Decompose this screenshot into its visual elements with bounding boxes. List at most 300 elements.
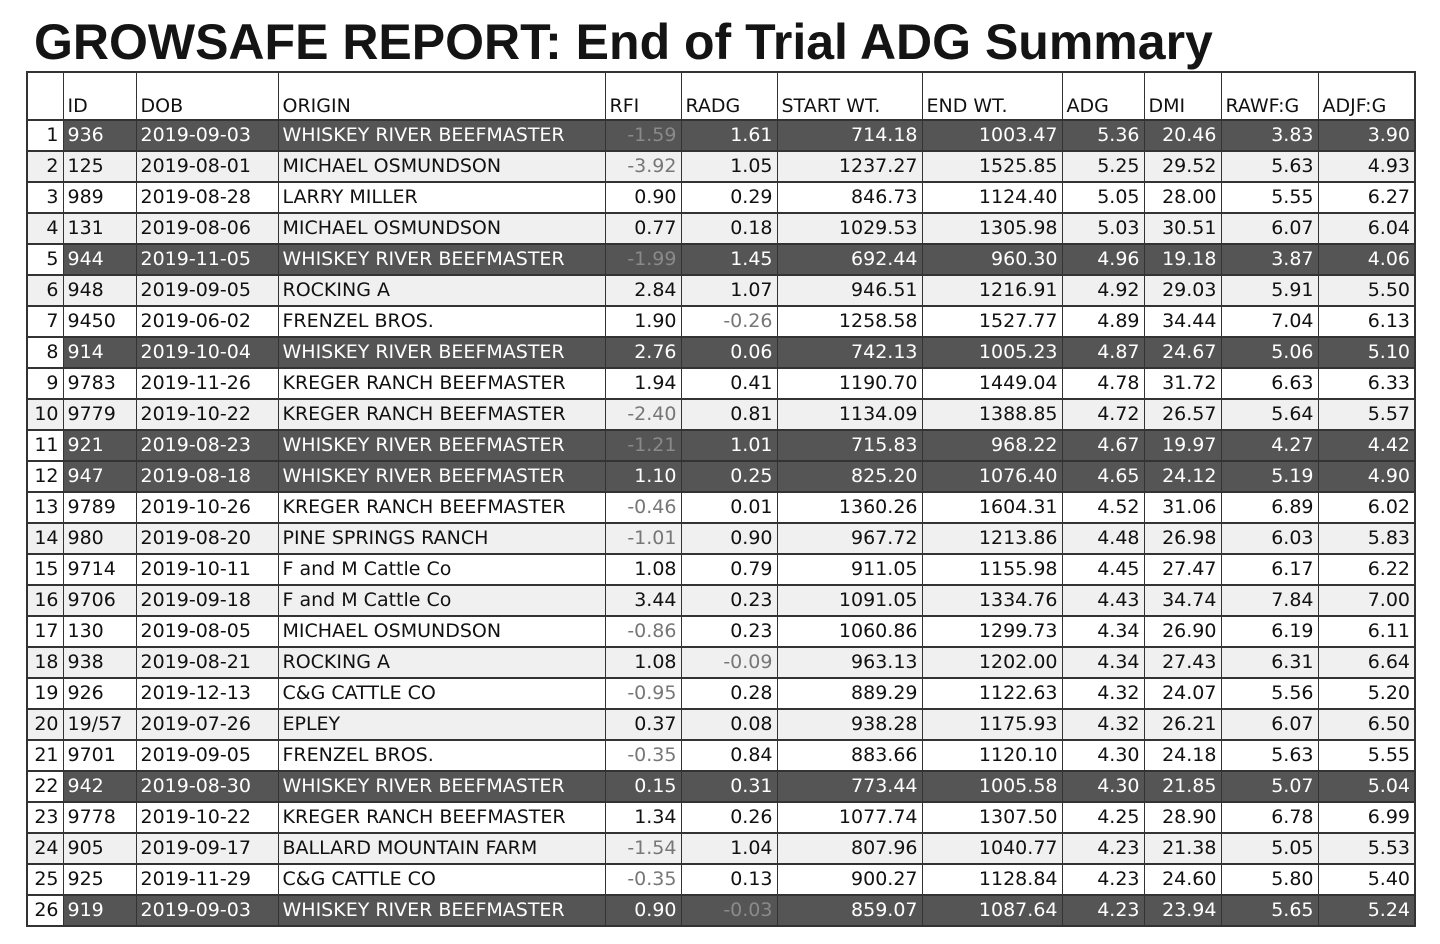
rfi-cell: 0.37 bbox=[605, 709, 681, 740]
start-wt-cell: 946.51 bbox=[777, 275, 922, 306]
table-row bbox=[27, 647, 1415, 678]
dob-cell: 2019-08-06 bbox=[136, 213, 278, 244]
id-cell: 921 bbox=[63, 430, 136, 461]
dmi-cell: 29.03 bbox=[1144, 275, 1221, 306]
radg-cell: 1.45 bbox=[681, 244, 777, 275]
column-header-end-wt: END WT. bbox=[922, 72, 1062, 120]
start-wt-cell: 1091.05 bbox=[777, 585, 922, 616]
table-row bbox=[27, 616, 1415, 647]
origin-cell: C&G CATTLE CO bbox=[278, 678, 605, 709]
adg-cell: 4.32 bbox=[1062, 678, 1144, 709]
adg-cell: 5.05 bbox=[1062, 182, 1144, 213]
adjfg-cell: 4.06 bbox=[1318, 244, 1415, 275]
end-wt-cell: 1122.63 bbox=[922, 678, 1062, 709]
dob-cell: 2019-09-18 bbox=[136, 585, 278, 616]
adjfg-cell: 5.20 bbox=[1318, 678, 1415, 709]
end-wt-cell: 1449.04 bbox=[922, 368, 1062, 399]
rawfg-cell: 5.06 bbox=[1221, 337, 1318, 368]
table-row bbox=[27, 492, 1415, 523]
origin-cell: C&G CATTLE CO bbox=[278, 864, 605, 895]
origin-cell: ROCKING A bbox=[278, 647, 605, 678]
adjfg-cell: 6.50 bbox=[1318, 709, 1415, 740]
dob-cell: 2019-08-18 bbox=[136, 461, 278, 492]
start-wt-cell: 967.72 bbox=[777, 523, 922, 554]
dmi-cell: 19.97 bbox=[1144, 430, 1221, 461]
id-cell: 9714 bbox=[63, 554, 136, 585]
table-row bbox=[27, 182, 1415, 213]
dmi-cell: 23.94 bbox=[1144, 895, 1221, 926]
adjfg-cell: 7.00 bbox=[1318, 585, 1415, 616]
column-header-id: ID bbox=[63, 72, 136, 120]
end-wt-cell: 1525.85 bbox=[922, 151, 1062, 182]
table-row bbox=[27, 802, 1415, 833]
radg-cell: 0.28 bbox=[681, 678, 777, 709]
start-wt-cell: 1134.09 bbox=[777, 399, 922, 430]
table-row bbox=[27, 399, 1415, 430]
adjfg-cell: 5.57 bbox=[1318, 399, 1415, 430]
start-wt-cell: 1029.53 bbox=[777, 213, 922, 244]
rawfg-cell: 5.56 bbox=[1221, 678, 1318, 709]
rank-cell: 3 bbox=[27, 182, 63, 213]
radg-cell: 1.04 bbox=[681, 833, 777, 864]
dob-cell: 2019-11-05 bbox=[136, 244, 278, 275]
dob-cell: 2019-08-23 bbox=[136, 430, 278, 461]
end-wt-cell: 1076.40 bbox=[922, 461, 1062, 492]
adjfg-cell: 5.55 bbox=[1318, 740, 1415, 771]
start-wt-cell: 846.73 bbox=[777, 182, 922, 213]
dob-cell: 2019-10-22 bbox=[136, 802, 278, 833]
end-wt-cell: 1334.76 bbox=[922, 585, 1062, 616]
origin-cell: MICHAEL OSMUNDSON bbox=[278, 151, 605, 182]
adg-cell: 4.52 bbox=[1062, 492, 1144, 523]
adjfg-cell: 4.93 bbox=[1318, 151, 1415, 182]
adjfg-cell: 5.53 bbox=[1318, 833, 1415, 864]
radg-cell: 0.81 bbox=[681, 399, 777, 430]
dob-cell: 2019-09-05 bbox=[136, 275, 278, 306]
adg-cell: 4.43 bbox=[1062, 585, 1144, 616]
column-header-dob: DOB bbox=[136, 72, 278, 120]
dmi-cell: 24.07 bbox=[1144, 678, 1221, 709]
dob-cell: 2019-07-26 bbox=[136, 709, 278, 740]
origin-cell: KREGER RANCH BEEFMASTER bbox=[278, 368, 605, 399]
origin-cell: EPLEY bbox=[278, 709, 605, 740]
dmi-cell: 31.06 bbox=[1144, 492, 1221, 523]
rank-cell: 26 bbox=[27, 895, 63, 926]
rank-cell: 8 bbox=[27, 337, 63, 368]
origin-cell: WHISKEY RIVER BEEFMASTER bbox=[278, 771, 605, 802]
radg-cell: 0.41 bbox=[681, 368, 777, 399]
end-wt-cell: 968.22 bbox=[922, 430, 1062, 461]
origin-cell: WHISKEY RIVER BEEFMASTER bbox=[278, 337, 605, 368]
rawfg-cell: 5.55 bbox=[1221, 182, 1318, 213]
origin-cell: F and M Cattle Co bbox=[278, 554, 605, 585]
rfi-cell: -2.40 bbox=[605, 399, 681, 430]
adg-cell: 4.34 bbox=[1062, 616, 1144, 647]
dob-cell: 2019-08-30 bbox=[136, 771, 278, 802]
column-header-rank bbox=[27, 72, 63, 120]
end-wt-cell: 1202.00 bbox=[922, 647, 1062, 678]
adjfg-cell: 5.10 bbox=[1318, 337, 1415, 368]
rank-cell: 2 bbox=[27, 151, 63, 182]
radg-cell: 0.23 bbox=[681, 585, 777, 616]
column-header-start-wt: START WT. bbox=[777, 72, 922, 120]
origin-cell: ROCKING A bbox=[278, 275, 605, 306]
adjfg-cell: 5.04 bbox=[1318, 771, 1415, 802]
radg-cell: 0.26 bbox=[681, 802, 777, 833]
table-row bbox=[27, 368, 1415, 399]
start-wt-cell: 742.13 bbox=[777, 337, 922, 368]
start-wt-cell: 1060.86 bbox=[777, 616, 922, 647]
rank-cell: 10 bbox=[27, 399, 63, 430]
adjfg-cell: 6.22 bbox=[1318, 554, 1415, 585]
start-wt-cell: 1077.74 bbox=[777, 802, 922, 833]
table-row bbox=[27, 678, 1415, 709]
adg-summary-table bbox=[26, 71, 1416, 927]
column-header-adg: ADG bbox=[1062, 72, 1144, 120]
rawfg-cell: 5.91 bbox=[1221, 275, 1318, 306]
rawfg-cell: 5.19 bbox=[1221, 461, 1318, 492]
id-cell: 944 bbox=[63, 244, 136, 275]
dmi-cell: 20.46 bbox=[1144, 120, 1221, 151]
adg-cell: 5.36 bbox=[1062, 120, 1144, 151]
adjfg-cell: 6.99 bbox=[1318, 802, 1415, 833]
id-cell: 980 bbox=[63, 523, 136, 554]
adg-cell: 4.72 bbox=[1062, 399, 1144, 430]
start-wt-cell: 1258.58 bbox=[777, 306, 922, 337]
rank-cell: 18 bbox=[27, 647, 63, 678]
dob-cell: 2019-10-04 bbox=[136, 337, 278, 368]
start-wt-cell: 938.28 bbox=[777, 709, 922, 740]
radg-cell: -0.09 bbox=[681, 647, 777, 678]
dmi-cell: 28.00 bbox=[1144, 182, 1221, 213]
dmi-cell: 24.60 bbox=[1144, 864, 1221, 895]
start-wt-cell: 692.44 bbox=[777, 244, 922, 275]
dmi-cell: 26.98 bbox=[1144, 523, 1221, 554]
dmi-cell: 30.51 bbox=[1144, 213, 1221, 244]
adjfg-cell: 6.64 bbox=[1318, 647, 1415, 678]
rank-cell: 24 bbox=[27, 833, 63, 864]
rfi-cell: 0.77 bbox=[605, 213, 681, 244]
table-row bbox=[27, 895, 1415, 926]
dob-cell: 2019-06-02 bbox=[136, 306, 278, 337]
radg-cell: 0.79 bbox=[681, 554, 777, 585]
rawfg-cell: 5.64 bbox=[1221, 399, 1318, 430]
rawfg-cell: 6.89 bbox=[1221, 492, 1318, 523]
table-row bbox=[27, 833, 1415, 864]
end-wt-cell: 960.30 bbox=[922, 244, 1062, 275]
rfi-cell: 2.76 bbox=[605, 337, 681, 368]
rawfg-cell: 6.03 bbox=[1221, 523, 1318, 554]
adg-cell: 4.34 bbox=[1062, 647, 1144, 678]
table-body bbox=[27, 120, 1415, 926]
origin-cell: KREGER RANCH BEEFMASTER bbox=[278, 399, 605, 430]
id-cell: 989 bbox=[63, 182, 136, 213]
origin-cell: WHISKEY RIVER BEEFMASTER bbox=[278, 244, 605, 275]
column-header-adjfg: ADJF:G bbox=[1318, 72, 1415, 120]
table-row bbox=[27, 864, 1415, 895]
table-row bbox=[27, 213, 1415, 244]
start-wt-cell: 825.20 bbox=[777, 461, 922, 492]
start-wt-cell: 900.27 bbox=[777, 864, 922, 895]
dob-cell: 2019-11-26 bbox=[136, 368, 278, 399]
origin-cell: FRENZEL BROS. bbox=[278, 740, 605, 771]
end-wt-cell: 1527.77 bbox=[922, 306, 1062, 337]
dob-cell: 2019-09-17 bbox=[136, 833, 278, 864]
adg-cell: 4.23 bbox=[1062, 895, 1144, 926]
rawfg-cell: 5.05 bbox=[1221, 833, 1318, 864]
id-cell: 947 bbox=[63, 461, 136, 492]
rawfg-cell: 4.27 bbox=[1221, 430, 1318, 461]
rfi-cell: 0.90 bbox=[605, 182, 681, 213]
end-wt-cell: 1175.93 bbox=[922, 709, 1062, 740]
adjfg-cell: 4.42 bbox=[1318, 430, 1415, 461]
radg-cell: 0.90 bbox=[681, 523, 777, 554]
id-cell: 938 bbox=[63, 647, 136, 678]
end-wt-cell: 1216.91 bbox=[922, 275, 1062, 306]
rfi-cell: -3.92 bbox=[605, 151, 681, 182]
dmi-cell: 34.74 bbox=[1144, 585, 1221, 616]
dmi-cell: 31.72 bbox=[1144, 368, 1221, 399]
rfi-cell: -1.01 bbox=[605, 523, 681, 554]
adjfg-cell: 6.04 bbox=[1318, 213, 1415, 244]
rawfg-cell: 5.63 bbox=[1221, 740, 1318, 771]
start-wt-cell: 1190.70 bbox=[777, 368, 922, 399]
id-cell: 925 bbox=[63, 864, 136, 895]
dmi-cell: 21.38 bbox=[1144, 833, 1221, 864]
start-wt-cell: 911.05 bbox=[777, 554, 922, 585]
end-wt-cell: 1128.84 bbox=[922, 864, 1062, 895]
rfi-cell: 1.08 bbox=[605, 554, 681, 585]
radg-cell: 0.84 bbox=[681, 740, 777, 771]
adg-cell: 4.65 bbox=[1062, 461, 1144, 492]
adg-cell: 4.30 bbox=[1062, 740, 1144, 771]
adg-cell: 4.89 bbox=[1062, 306, 1144, 337]
radg-cell: 0.29 bbox=[681, 182, 777, 213]
rawfg-cell: 3.83 bbox=[1221, 120, 1318, 151]
adg-cell: 4.45 bbox=[1062, 554, 1144, 585]
dob-cell: 2019-09-03 bbox=[136, 895, 278, 926]
rank-cell: 23 bbox=[27, 802, 63, 833]
id-cell: 905 bbox=[63, 833, 136, 864]
radg-cell: 0.23 bbox=[681, 616, 777, 647]
id-cell: 914 bbox=[63, 337, 136, 368]
rank-cell: 5 bbox=[27, 244, 63, 275]
end-wt-cell: 1307.50 bbox=[922, 802, 1062, 833]
id-cell: 936 bbox=[63, 120, 136, 151]
adjfg-cell: 5.24 bbox=[1318, 895, 1415, 926]
start-wt-cell: 859.07 bbox=[777, 895, 922, 926]
id-cell: 942 bbox=[63, 771, 136, 802]
rfi-cell: 1.90 bbox=[605, 306, 681, 337]
rawfg-cell: 6.63 bbox=[1221, 368, 1318, 399]
radg-cell: 1.61 bbox=[681, 120, 777, 151]
start-wt-cell: 1237.27 bbox=[777, 151, 922, 182]
table-row bbox=[27, 306, 1415, 337]
rawfg-cell: 5.07 bbox=[1221, 771, 1318, 802]
adjfg-cell: 6.13 bbox=[1318, 306, 1415, 337]
radg-cell: 1.01 bbox=[681, 430, 777, 461]
rawfg-cell: 6.07 bbox=[1221, 709, 1318, 740]
dmi-cell: 19.18 bbox=[1144, 244, 1221, 275]
adg-cell: 4.92 bbox=[1062, 275, 1144, 306]
dmi-cell: 24.18 bbox=[1144, 740, 1221, 771]
adg-cell: 4.25 bbox=[1062, 802, 1144, 833]
adjfg-cell: 5.50 bbox=[1318, 275, 1415, 306]
rank-cell: 9 bbox=[27, 368, 63, 399]
id-cell: 926 bbox=[63, 678, 136, 709]
rawfg-cell: 7.04 bbox=[1221, 306, 1318, 337]
rawfg-cell: 6.17 bbox=[1221, 554, 1318, 585]
adg-cell: 4.67 bbox=[1062, 430, 1144, 461]
origin-cell: LARRY MILLER bbox=[278, 182, 605, 213]
rfi-cell: 1.94 bbox=[605, 368, 681, 399]
radg-cell: -0.03 bbox=[681, 895, 777, 926]
origin-cell: WHISKEY RIVER BEEFMASTER bbox=[278, 461, 605, 492]
end-wt-cell: 1087.64 bbox=[922, 895, 1062, 926]
radg-cell: 1.05 bbox=[681, 151, 777, 182]
rank-cell: 22 bbox=[27, 771, 63, 802]
start-wt-cell: 963.13 bbox=[777, 647, 922, 678]
end-wt-cell: 1003.47 bbox=[922, 120, 1062, 151]
report-title: GROWSAFE REPORT: End of Trial ADG Summary bbox=[34, 14, 1213, 70]
id-cell: 19/57 bbox=[63, 709, 136, 740]
rfi-cell: -0.35 bbox=[605, 740, 681, 771]
origin-cell: MICHAEL OSMUNDSON bbox=[278, 213, 605, 244]
end-wt-cell: 1213.86 bbox=[922, 523, 1062, 554]
rfi-cell: -0.95 bbox=[605, 678, 681, 709]
column-header-origin: ORIGIN bbox=[278, 72, 605, 120]
end-wt-cell: 1040.77 bbox=[922, 833, 1062, 864]
rfi-cell: 2.84 bbox=[605, 275, 681, 306]
adjfg-cell: 6.33 bbox=[1318, 368, 1415, 399]
radg-cell: 0.06 bbox=[681, 337, 777, 368]
table-row bbox=[27, 461, 1415, 492]
rank-cell: 4 bbox=[27, 213, 63, 244]
adg-cell: 5.03 bbox=[1062, 213, 1144, 244]
adg-cell: 4.32 bbox=[1062, 709, 1144, 740]
radg-cell: 0.31 bbox=[681, 771, 777, 802]
column-header-radg: RADG bbox=[681, 72, 777, 120]
adjfg-cell: 5.83 bbox=[1318, 523, 1415, 554]
adg-cell: 4.23 bbox=[1062, 864, 1144, 895]
origin-cell: KREGER RANCH BEEFMASTER bbox=[278, 492, 605, 523]
rfi-cell: -0.35 bbox=[605, 864, 681, 895]
start-wt-cell: 715.83 bbox=[777, 430, 922, 461]
dob-cell: 2019-12-13 bbox=[136, 678, 278, 709]
rawfg-cell: 5.63 bbox=[1221, 151, 1318, 182]
table-row bbox=[27, 585, 1415, 616]
rfi-cell: 1.10 bbox=[605, 461, 681, 492]
id-cell: 9701 bbox=[63, 740, 136, 771]
origin-cell: F and M Cattle Co bbox=[278, 585, 605, 616]
adg-cell: 4.96 bbox=[1062, 244, 1144, 275]
rfi-cell: -1.54 bbox=[605, 833, 681, 864]
rawfg-cell: 5.65 bbox=[1221, 895, 1318, 926]
radg-cell: 0.18 bbox=[681, 213, 777, 244]
id-cell: 9779 bbox=[63, 399, 136, 430]
dmi-cell: 24.67 bbox=[1144, 337, 1221, 368]
rank-cell: 7 bbox=[27, 306, 63, 337]
origin-cell: KREGER RANCH BEEFMASTER bbox=[278, 802, 605, 833]
header-row bbox=[27, 72, 1415, 120]
dmi-cell: 34.44 bbox=[1144, 306, 1221, 337]
adjfg-cell: 6.27 bbox=[1318, 182, 1415, 213]
end-wt-cell: 1005.58 bbox=[922, 771, 1062, 802]
table-row bbox=[27, 275, 1415, 306]
dob-cell: 2019-08-20 bbox=[136, 523, 278, 554]
table-row bbox=[27, 151, 1415, 182]
dmi-cell: 28.90 bbox=[1144, 802, 1221, 833]
id-cell: 9706 bbox=[63, 585, 136, 616]
end-wt-cell: 1388.85 bbox=[922, 399, 1062, 430]
dob-cell: 2019-08-01 bbox=[136, 151, 278, 182]
adg-cell: 4.48 bbox=[1062, 523, 1144, 554]
id-cell: 919 bbox=[63, 895, 136, 926]
end-wt-cell: 1124.40 bbox=[922, 182, 1062, 213]
adg-cell: 5.25 bbox=[1062, 151, 1144, 182]
rfi-cell: -1.21 bbox=[605, 430, 681, 461]
dob-cell: 2019-10-11 bbox=[136, 554, 278, 585]
adjfg-cell: 6.11 bbox=[1318, 616, 1415, 647]
table-row bbox=[27, 244, 1415, 275]
rfi-cell: -1.99 bbox=[605, 244, 681, 275]
rank-cell: 6 bbox=[27, 275, 63, 306]
rawfg-cell: 3.87 bbox=[1221, 244, 1318, 275]
rfi-cell: 0.90 bbox=[605, 895, 681, 926]
dob-cell: 2019-08-28 bbox=[136, 182, 278, 213]
radg-cell: 0.13 bbox=[681, 864, 777, 895]
adjfg-cell: 4.90 bbox=[1318, 461, 1415, 492]
dmi-cell: 27.47 bbox=[1144, 554, 1221, 585]
dmi-cell: 26.21 bbox=[1144, 709, 1221, 740]
rank-cell: 25 bbox=[27, 864, 63, 895]
adg-cell: 4.30 bbox=[1062, 771, 1144, 802]
origin-cell: WHISKEY RIVER BEEFMASTER bbox=[278, 430, 605, 461]
radg-cell: 0.08 bbox=[681, 709, 777, 740]
end-wt-cell: 1005.23 bbox=[922, 337, 1062, 368]
id-cell: 9778 bbox=[63, 802, 136, 833]
dob-cell: 2019-09-05 bbox=[136, 740, 278, 771]
end-wt-cell: 1305.98 bbox=[922, 213, 1062, 244]
dob-cell: 2019-08-21 bbox=[136, 647, 278, 678]
rfi-cell: -0.86 bbox=[605, 616, 681, 647]
radg-cell: 0.01 bbox=[681, 492, 777, 523]
start-wt-cell: 889.29 bbox=[777, 678, 922, 709]
radg-cell: 1.07 bbox=[681, 275, 777, 306]
adjfg-cell: 6.02 bbox=[1318, 492, 1415, 523]
rfi-cell: 1.34 bbox=[605, 802, 681, 833]
id-cell: 9450 bbox=[63, 306, 136, 337]
column-header-rawfg: RAWF:G bbox=[1221, 72, 1318, 120]
dmi-cell: 21.85 bbox=[1144, 771, 1221, 802]
column-header-rfi: RFI bbox=[605, 72, 681, 120]
table-row bbox=[27, 771, 1415, 802]
rfi-cell: 1.08 bbox=[605, 647, 681, 678]
end-wt-cell: 1120.10 bbox=[922, 740, 1062, 771]
adg-cell: 4.23 bbox=[1062, 833, 1144, 864]
table-row bbox=[27, 523, 1415, 554]
dob-cell: 2019-08-05 bbox=[136, 616, 278, 647]
adg-cell: 4.78 bbox=[1062, 368, 1144, 399]
rawfg-cell: 6.07 bbox=[1221, 213, 1318, 244]
dob-cell: 2019-10-26 bbox=[136, 492, 278, 523]
rank-cell: 11 bbox=[27, 430, 63, 461]
end-wt-cell: 1299.73 bbox=[922, 616, 1062, 647]
origin-cell: WHISKEY RIVER BEEFMASTER bbox=[278, 895, 605, 926]
id-cell: 9789 bbox=[63, 492, 136, 523]
adg-cell: 4.87 bbox=[1062, 337, 1144, 368]
rank-cell: 17 bbox=[27, 616, 63, 647]
